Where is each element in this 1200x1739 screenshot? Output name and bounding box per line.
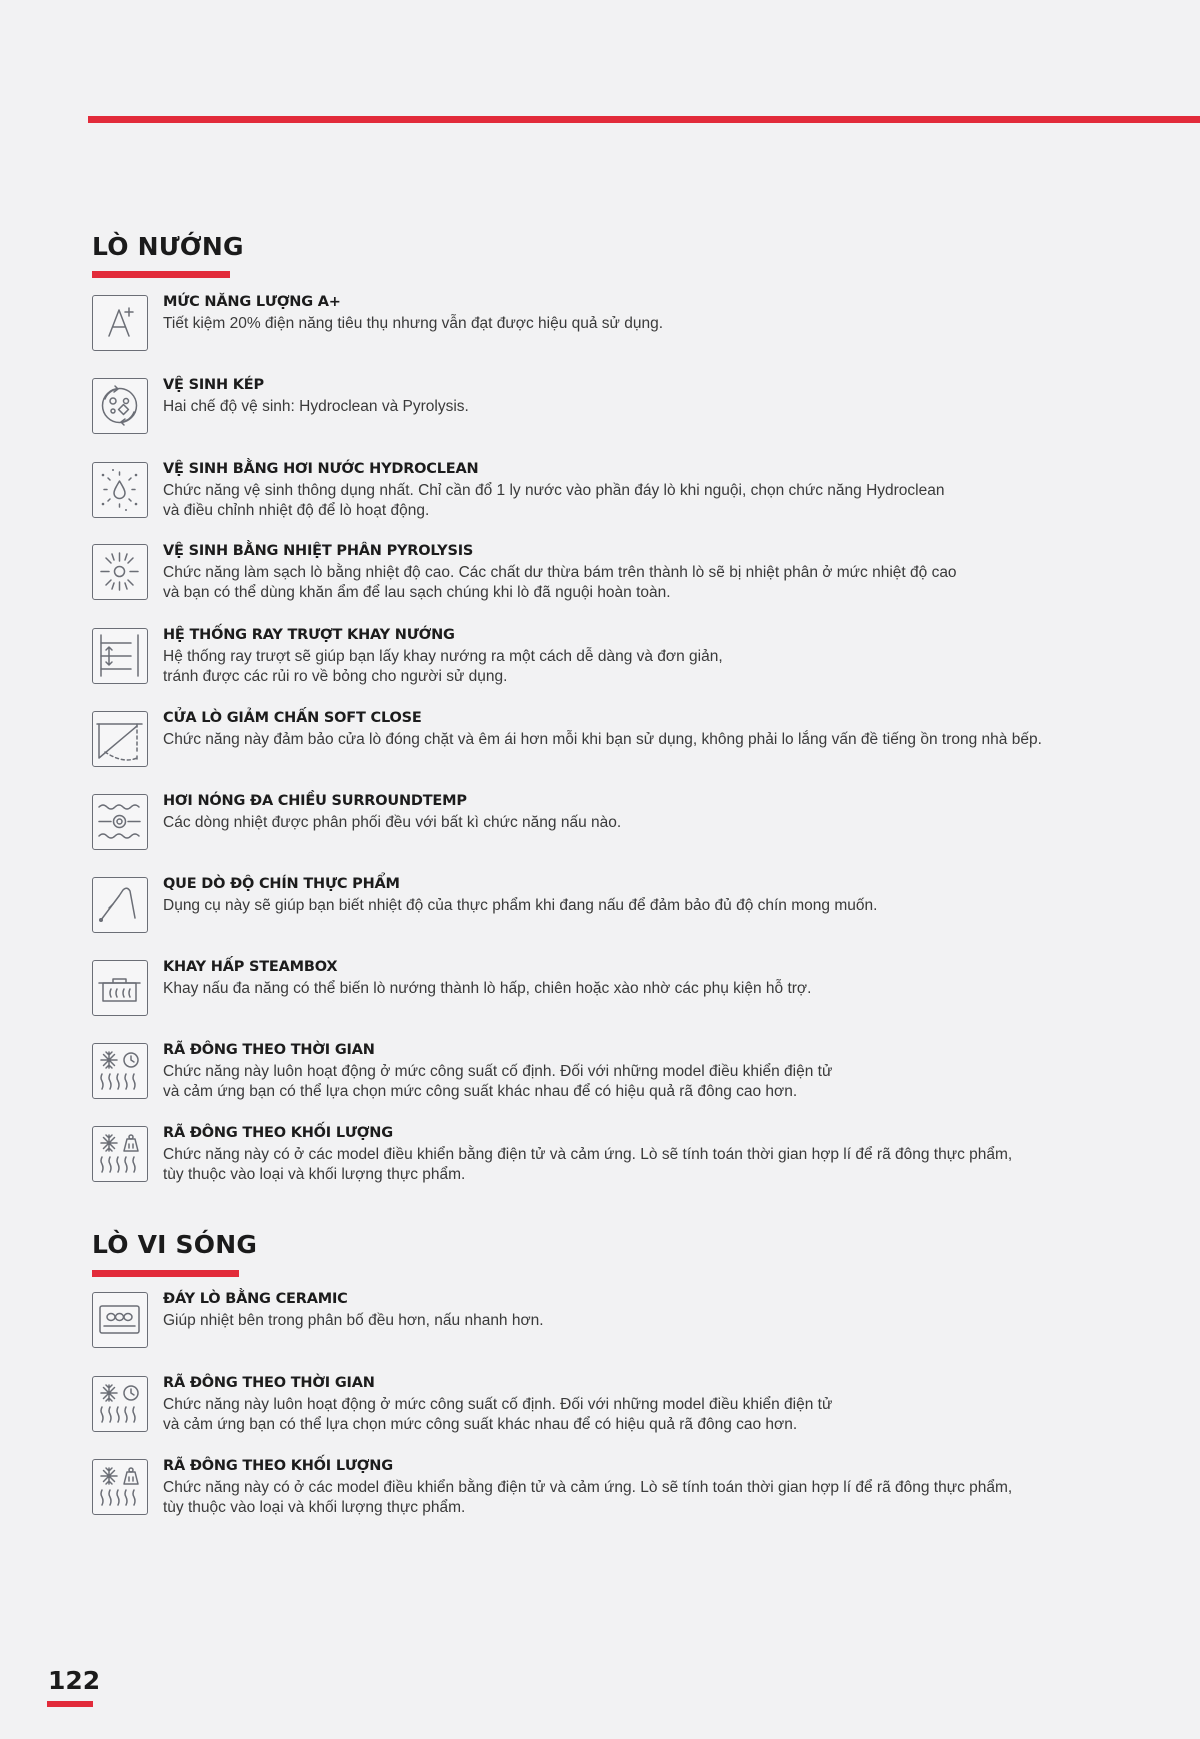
surroundtemp-icon <box>92 794 148 850</box>
feature-description <box>163 647 723 687</box>
meat-probe-icon <box>92 877 148 933</box>
feature-description-line: và cảm ứng bạn có thể lựa chọn mức công suất khác nhau để có hiệu quả rã đông cao hơn. <box>163 1083 798 1100</box>
feature-title: RÃ ĐÔNG THEO KHỐI LƯỢNG <box>163 1125 393 1141</box>
page-number-underline <box>47 1701 93 1707</box>
feature-description-line: Tiết kiệm 20% điện năng tiêu thụ nhưng vẫn đạt được hiệu quả sử dụng. <box>163 315 664 332</box>
defrost-time-icon <box>92 1043 148 1099</box>
feature-description-line: Chức năng này có ở các model điều khiển bằng điện tử và cảm ứng. Lò sẽ tính toán thời gian hợp lí để rã đông thực phẩm, <box>163 1146 1013 1163</box>
feature-description-line: và cảm ứng bạn có thể lựa chọn mức công suất khác nhau để có hiệu quả rã đông cao hơn. <box>163 1416 798 1433</box>
feature-title: KHAY HẤP STEAMBOX <box>163 959 338 975</box>
oven-section-title: LÒ NƯỚNG <box>92 232 244 261</box>
page-number: 122 <box>48 1666 101 1695</box>
steambox-icon <box>92 960 148 1016</box>
feature-title: MỨC NĂNG LƯỢNG A+ <box>163 294 341 310</box>
defrost-weight-icon <box>92 1126 148 1182</box>
feature-description-line: Các dòng nhiệt được phân phối đều với bất kì chức năng nấu nào. <box>163 814 622 831</box>
feature-description-line: Chức năng này có ở các model điều khiển bằng điện tử và cảm ứng. Lò sẽ tính toán thời gian hợp lí để rã đông thực phẩm, <box>163 1479 1013 1496</box>
feature-title: VỆ SINH BẰNG NHIỆT PHÂN PYROLYSIS <box>163 543 474 559</box>
feature-description-line: Hai chế độ vệ sinh: Hydroclean và Pyrolysis. <box>163 398 469 415</box>
feature-title: RÃ ĐÔNG THEO THỜI GIAN <box>163 1375 375 1391</box>
feature-description-line: và bạn có thể dùng khăn ẩm để lau sạch chúng khi lò đã nguội hoàn toàn. <box>163 584 671 601</box>
feature-title: RÃ ĐÔNG THEO KHỐI LƯỢNG <box>163 1458 393 1474</box>
feature-description <box>163 1311 544 1331</box>
oven-title-underline <box>92 271 230 278</box>
feature-description-line: tránh được các rủi ro về bỏng cho người sử dụng. <box>163 668 508 685</box>
defrost-weight-icon <box>92 1459 148 1515</box>
feature-description <box>163 1395 832 1435</box>
feature-description-line: Chức năng vệ sinh thông dụng nhất. Chỉ cần đổ 1 ly nước vào phần đáy lò khi nguội, chọn chức năng Hydroclean <box>163 482 945 499</box>
microwave-section-title: LÒ VI SÓNG <box>92 1230 258 1259</box>
feature-description <box>163 397 469 417</box>
feature-description <box>163 730 1042 750</box>
feature-title: QUE DÒ ĐỘ CHÍN THỰC PHẨM <box>163 876 400 892</box>
feature-description-line: Chức năng này đảm bảo cửa lò đóng chặt và êm ái hơn mỗi khi bạn sử dụng, không phải lo lắng vấn đề tiếng ồn trong nhà bếp. <box>163 731 1042 748</box>
feature-description <box>163 1145 1012 1185</box>
microwave-title-underline <box>92 1270 239 1277</box>
feature-title: ĐÁY LÒ BẰNG CERAMIC <box>163 1291 348 1307</box>
feature-title: VỆ SINH KÉP <box>163 377 264 393</box>
feature-title: RÃ ĐÔNG THEO THỜI GIAN <box>163 1042 375 1058</box>
feature-title: HỆ THỐNG RAY TRƯỢT KHAY NƯỚNG <box>163 627 455 643</box>
feature-description-line: Hệ thống ray trượt sẽ giúp bạn lấy khay nướng ra một cách dễ dàng và đơn giản, <box>163 648 723 665</box>
feature-title: HƠI NÓNG ĐA CHIỀU SURROUNDTEMP <box>163 793 467 809</box>
feature-description <box>163 1478 1012 1518</box>
hydroclean-icon <box>92 462 148 518</box>
feature-description <box>163 1062 832 1102</box>
feature-title: VỆ SINH BẰNG HƠI NƯỚC HYDROCLEAN <box>163 461 479 477</box>
soft-close-icon <box>92 711 148 767</box>
feature-description-line: tùy thuộc vào loại và khối lượng thực phẩm. <box>163 1499 466 1516</box>
feature-description <box>163 481 945 521</box>
feature-description-line: Chức năng này luôn hoạt động ở mức công suất cố định. Đối với những model điều khiển điện tử <box>163 1063 833 1080</box>
top-red-rule <box>88 116 1200 123</box>
feature-description <box>163 314 663 334</box>
feature-description-line: Khay nấu đa năng có thể biến lò nướng thành lò hấp, chiên hoặc xào nhờ các phụ kiện hỗ trợ. <box>163 980 812 997</box>
feature-title: CỬA LÒ GIẢM CHẤN SOFT CLOSE <box>163 710 422 726</box>
feature-description <box>163 813 621 833</box>
energy-a-plus-icon <box>92 295 148 351</box>
feature-description-line: Dụng cụ này sẽ giúp bạn biết nhiệt độ của thực phẩm khi đang nấu để đảm bảo đủ độ chín mong muốn. <box>163 897 878 914</box>
dual-clean-icon <box>92 378 148 434</box>
ceramic-base-icon <box>92 1292 148 1348</box>
feature-description <box>163 563 957 603</box>
telescopic-rails-icon <box>92 628 148 684</box>
feature-description <box>163 979 811 999</box>
defrost-time-icon <box>92 1376 148 1432</box>
feature-description-line: Giúp nhiệt bên trong phân bố đều hơn, nấu nhanh hơn. <box>163 1312 544 1329</box>
pyrolysis-icon <box>92 544 148 600</box>
feature-description-line: tùy thuộc vào loại và khối lượng thực phẩm. <box>163 1166 466 1183</box>
feature-description-line: và điều chỉnh nhiệt độ để lò hoạt động. <box>163 502 430 519</box>
feature-description-line: Chức năng này luôn hoạt động ở mức công suất cố định. Đối với những model điều khiển điện tử <box>163 1396 833 1413</box>
feature-description-line: Chức năng làm sạch lò bằng nhiệt độ cao. Các chất dư thừa bám trên thành lò sẽ bị nhiệt phân ở mức nhiệt độ cao <box>163 564 957 581</box>
feature-description <box>163 896 877 916</box>
